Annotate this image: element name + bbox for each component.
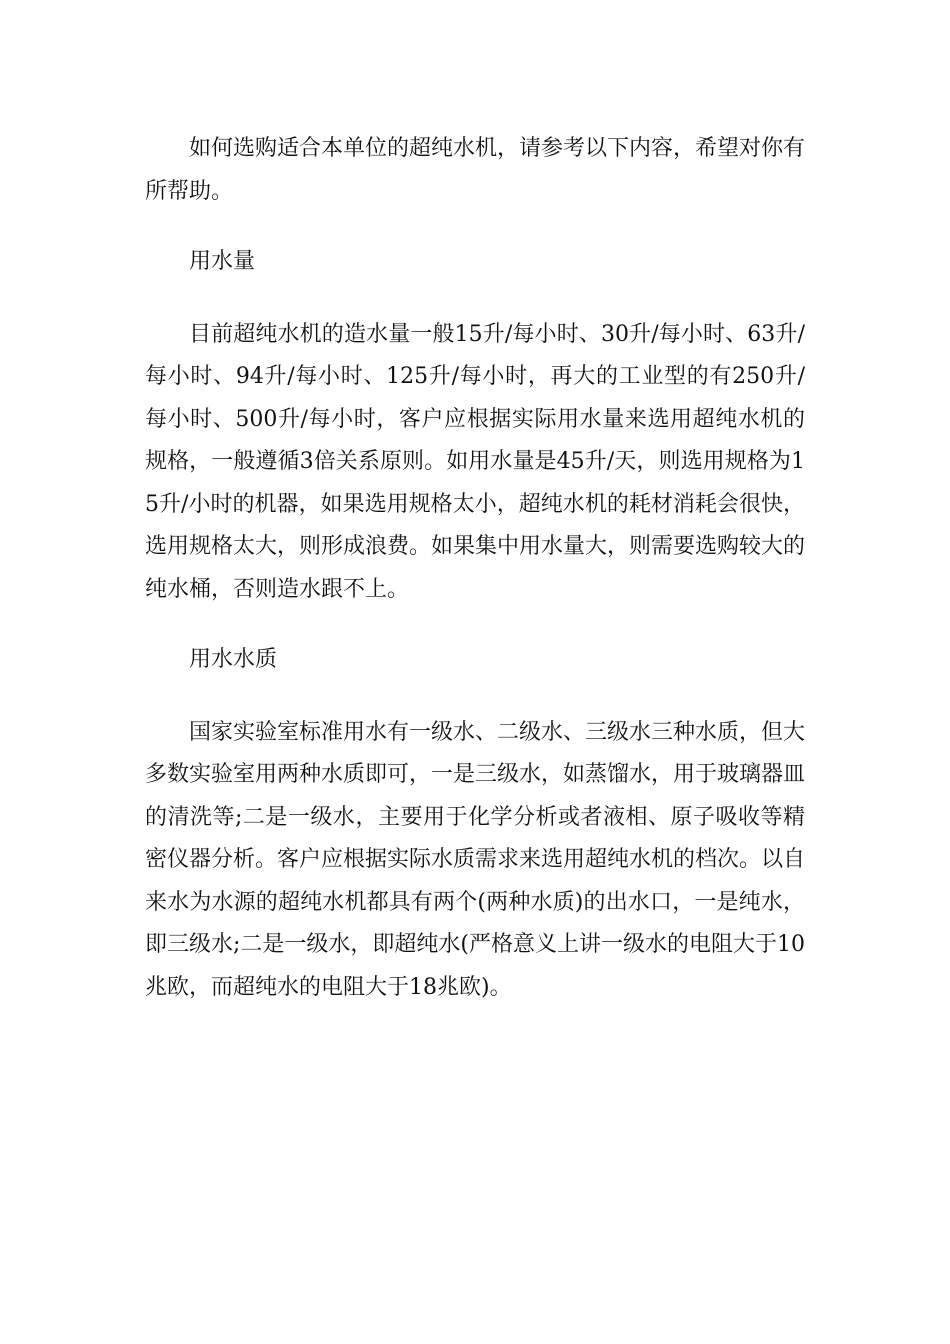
section-heading-water-volume: 用水量 xyxy=(189,249,256,274)
water-volume-paragraph: 目前超纯水机的造水量一般15升/每小时、30升/每小时、63升/每小时、94升/每小时、125升/每小时，再大的工业型的有250升/每小时、500升/每小时，客户应根据实际用水量来选用超纯水机的规格，一般遵循3倍关系原则。如用水量是45升/天，则选用规格为15升/小时的机器，如果选用规格太小，超纯水机的耗材消耗会很快，选用规格太大，则形成浪费。如果集中用水量大，则需要选购较大的纯水桶，否则造水跟不上。 xyxy=(145,321,806,602)
document-body xyxy=(145,128,805,1009)
section-heading-water-quality: 用水水质 xyxy=(189,647,278,672)
intro-paragraph: 如何选购适合本单位的超纯水机，请参考以下内容，希望对你有所帮助。 xyxy=(145,136,806,204)
water-quality-paragraph: 国家实验室标准用水有一级水、二级水、三级水三种水质，但大多数实验室用两种水质即可，一是三级水，如蒸馏水，用于玻璃器皿的清洗等;二是一级水，主要用于化学分析或者液相、原子吸收等精密仪器分析。客户应根据实际水质需求来选用超纯水机的档次。以自来水为水源的超纯水机都具有两个(两种水质)的出水口，一是纯水，即三级水;二是一级水，即超纯水(严格意义上讲一级水的电阻大于10兆欧，而超纯水的电阻大于18兆欧)。 xyxy=(145,719,806,1000)
